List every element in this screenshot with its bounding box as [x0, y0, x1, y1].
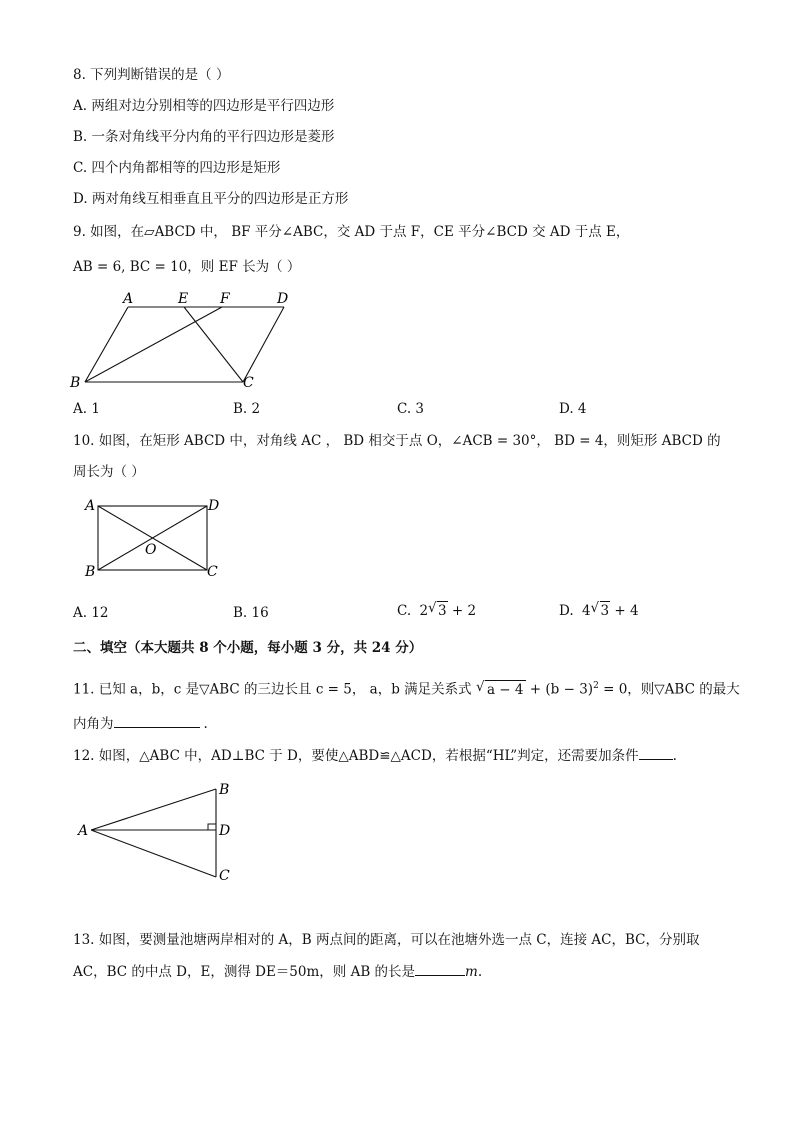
label-e: E: [178, 291, 189, 307]
option-d-label: D.: [559, 603, 574, 619]
q13-line2: AC，BC 的中点 D，E，测得 DE＝50m，则 AB 的长是 m.: [73, 964, 483, 980]
q10-option-c: [397, 601, 476, 620]
label-d: D: [219, 823, 231, 839]
parallelogram-symbol: ▱: [144, 224, 155, 240]
q11-line2: 内角为 .: [73, 716, 208, 732]
label-c: C: [207, 564, 218, 580]
q12-answer-blank[interactable]: [639, 746, 673, 760]
section-2-title: 二、填空（本大题共 8 个小题，每小题 3 分，共 24 分）: [73, 640, 423, 656]
label-f: F: [220, 291, 230, 307]
q9-option-d: D. 4: [559, 401, 587, 417]
q13-answer-blank[interactable]: [415, 962, 465, 976]
label-a: A: [123, 291, 134, 307]
q10-option-d: [559, 601, 639, 620]
label-a: A: [85, 498, 96, 514]
q11-answer-blank[interactable]: [114, 714, 200, 728]
label-d: D: [208, 498, 220, 514]
label-b: B: [70, 375, 81, 391]
q10-rectangle-figure: [80, 495, 230, 581]
q9-text: ABCD 中， BF 平分∠ABC，交 AD 于点 F，CE 平分∠BCD 交 AD 于点 E，: [154, 224, 630, 240]
segment-bf: [85, 307, 222, 382]
triangle-abc: ▽ABC: [199, 681, 240, 698]
label-c: C: [219, 868, 230, 884]
segment-ce: [184, 307, 243, 382]
q9-parallelogram-figure: [68, 288, 308, 392]
sqrt-sign-icon: √: [475, 678, 485, 695]
option-c-coef: 2: [419, 603, 429, 619]
q10-option-a: A. 12: [73, 605, 109, 621]
label-o: O: [145, 542, 157, 558]
segment-dc: [243, 307, 284, 382]
option-d-coef: 4: [581, 603, 591, 619]
segment-ab: [91, 789, 216, 830]
q9-option-a: A. 1: [73, 401, 100, 417]
label-b: B: [85, 564, 96, 580]
q10-line1: 10. 如图，在矩形 ABCD 中，对角线 AC ， BD 相交于点 O，∠ACB = 30°， BD = 4，则矩形 ABCD 的: [73, 433, 721, 449]
sqrt-sign-icon: √: [428, 600, 437, 616]
label-a: A: [78, 823, 89, 839]
q9-option-c: C. 3: [397, 401, 425, 417]
right-angle-mark: [208, 824, 216, 830]
q9-line2: AB = 6, BC = 10，则 EF 长为（ ）: [73, 259, 301, 275]
q12-triangle-figure: [75, 780, 245, 886]
q10-option-b: B. 16: [233, 605, 269, 621]
sqrt-sign-icon: √: [590, 600, 600, 616]
option-c-sqrt: √ 3: [428, 600, 447, 619]
label-b: B: [219, 782, 230, 798]
segment-ac: [91, 830, 216, 877]
option-d-tail: + 4: [614, 603, 639, 619]
q9-option-b: B. 2: [233, 401, 261, 417]
triangle-abc-2: ▽ABC: [654, 681, 695, 698]
q12-line1: 12. 如图，△ABC 中，AD⊥BC 于 D，要使△ABD≌△ACD，若根据“HL”判定，还需要加条件 .: [73, 748, 677, 764]
sqrt-expression: √ a − 4: [475, 678, 524, 698]
option-d-sqrt: √ 3: [590, 600, 610, 619]
q13-line1: 13. 如图，要测量池塘两岸相对的 A，B 两点间的距离，可以在池塘外选一点 C，连接 AC，BC，分别取: [73, 932, 700, 948]
q8-stem: 8. 下列判断错误的是（ ）: [73, 67, 230, 83]
option-c-label: C.: [397, 603, 412, 619]
q8-option-d: D. 两对角线互相垂直且平分的四边形是正方形: [73, 191, 349, 207]
q11-line1: 11. 已知 a，b，c 是▽ABC 的三边长且 c = 5， a，b 满足关系式 √ $a - 4 + (b - 3)^2 = 0$，则▽ABC 的最大: [73, 678, 740, 698]
label-c: C: [243, 375, 254, 391]
q8-option-b: B. 一条对角线平分内角的平行四边形是菱形: [73, 129, 335, 145]
q8-option-c: C. 四个内角都相等的四边形是矩形: [73, 160, 281, 176]
q8-option-a: A. 两组对边分别相等的四边形是平行四边形: [73, 98, 335, 114]
q9-line1: [73, 223, 629, 241]
label-d: D: [277, 291, 289, 307]
q9-prefix: 9. 如图，在: [73, 224, 145, 240]
option-c-tail: + 2: [451, 603, 477, 619]
q10-line2: 周长为（ ）: [73, 464, 145, 480]
